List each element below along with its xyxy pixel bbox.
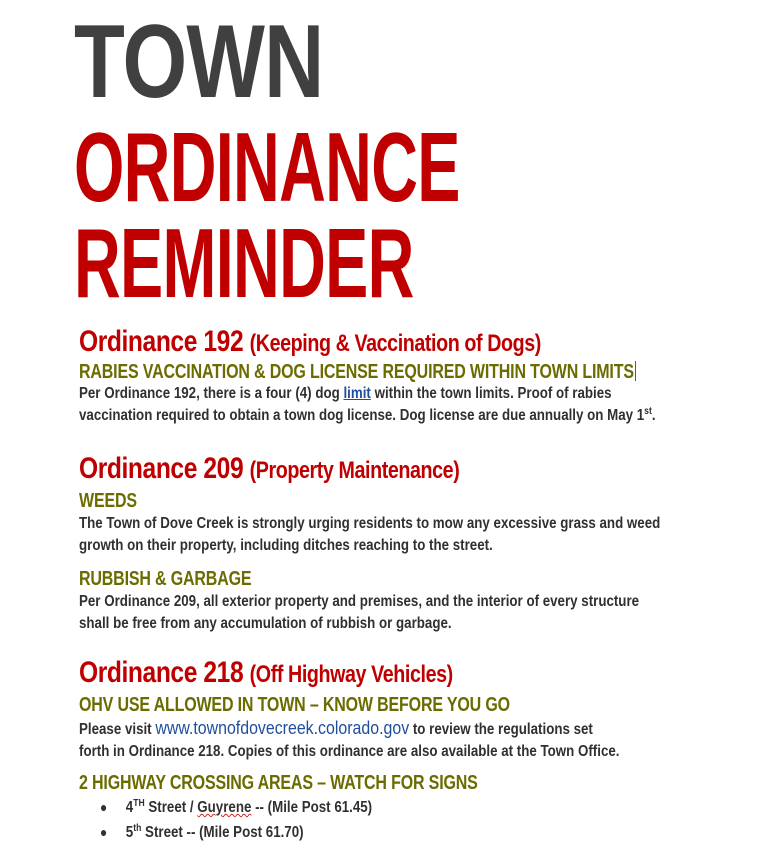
list-item (100, 820, 372, 845)
text-span: -- (Mile Post 61.45) (251, 799, 373, 816)
crossing-list (100, 795, 372, 845)
ordinance-192-heading-text: RABIES VACCINATION & DOG LICENSE REQUIRED WITHIN TOWN LIMITS (79, 361, 634, 383)
weeds-line-1: The Town of Dove Creek is strongly urging residents to mow any excessive grass and weed (79, 515, 661, 532)
headline-town: TOWN (74, 4, 324, 120)
ordinance-192-body (79, 383, 698, 427)
superscript: st (644, 405, 652, 417)
weeds-line-2: growth on their property, including ditches reaching to the street. (79, 537, 493, 554)
text-span: Street / (144, 799, 198, 816)
superscript: TH (133, 797, 145, 809)
rubbish-heading: RUBBISH & GARBAGE (79, 568, 252, 590)
text-span: . (651, 407, 656, 424)
headline-reminder: REMINDER (74, 208, 414, 318)
limit-link[interactable]: limit (343, 385, 371, 402)
text-span: to review the regulations set (409, 721, 593, 738)
rubbish-body (79, 591, 698, 635)
text-span: 4 (125, 799, 134, 816)
misspelled-word: Guyrene (197, 799, 252, 816)
headline-ordinance: ORDINANCE (74, 112, 460, 222)
text-span: Street -- (Mile Post 61.70) (141, 824, 304, 841)
bullet-icon: ● (100, 824, 108, 840)
ordinance-218-subtitle: (Off Highway Vehicles) (249, 661, 453, 688)
ohv-heading: OHV USE ALLOWED IN TOWN – KNOW BEFORE YOU GO (79, 694, 510, 716)
ohv-line-1 (79, 717, 698, 741)
crossing-heading: 2 HIGHWAY CROSSING AREAS – WATCH FOR SIGNS (79, 772, 478, 794)
ohv-body (79, 717, 698, 763)
ordinance-209-title (79, 452, 459, 487)
text-span: 5 (125, 824, 134, 841)
ordinance-218-title (79, 656, 453, 691)
ordinance-192-heading (79, 361, 635, 384)
ordinance-209-number: Ordinance 209 (79, 452, 244, 485)
town-website-link[interactable]: www.townofdovecreek.colorado.gov (155, 717, 410, 738)
ordinance-192-line-2 (79, 405, 698, 427)
weeds-heading: WEEDS (79, 490, 137, 512)
rubbish-line-2: shall be free from any accumulation of rubbish or garbage. (79, 615, 452, 632)
rubbish-line-1: Per Ordinance 209, all exterior property and premises, and the interior of every structure (79, 593, 640, 610)
superscript: th (133, 822, 142, 834)
ordinance-218-number: Ordinance 218 (79, 656, 244, 689)
text-span: vaccination required to obtain a town dog license. Dog license are due annually on May 1 (79, 407, 645, 424)
text-span: Please visit (79, 721, 156, 738)
ordinance-192-subtitle: (Keeping & Vaccination of Dogs) (249, 330, 541, 357)
bullet-icon: ● (100, 799, 108, 815)
weeds-body (79, 513, 698, 557)
ordinance-192-line-1 (79, 383, 698, 405)
ordinance-192-title (79, 325, 541, 360)
text-span: within the town limits. Proof of rabies (370, 385, 612, 402)
text-cursor (635, 361, 636, 381)
list-item (100, 795, 372, 820)
ordinance-209-subtitle: (Property Maintenance) (249, 457, 460, 484)
ordinance-192-number: Ordinance 192 (79, 325, 244, 358)
text-span: Per Ordinance 192, there is a four (4) dog (79, 385, 344, 402)
ohv-line-2: forth in Ordinance 218. Copies of this ordinance are also available at the Town Office. (79, 743, 620, 760)
